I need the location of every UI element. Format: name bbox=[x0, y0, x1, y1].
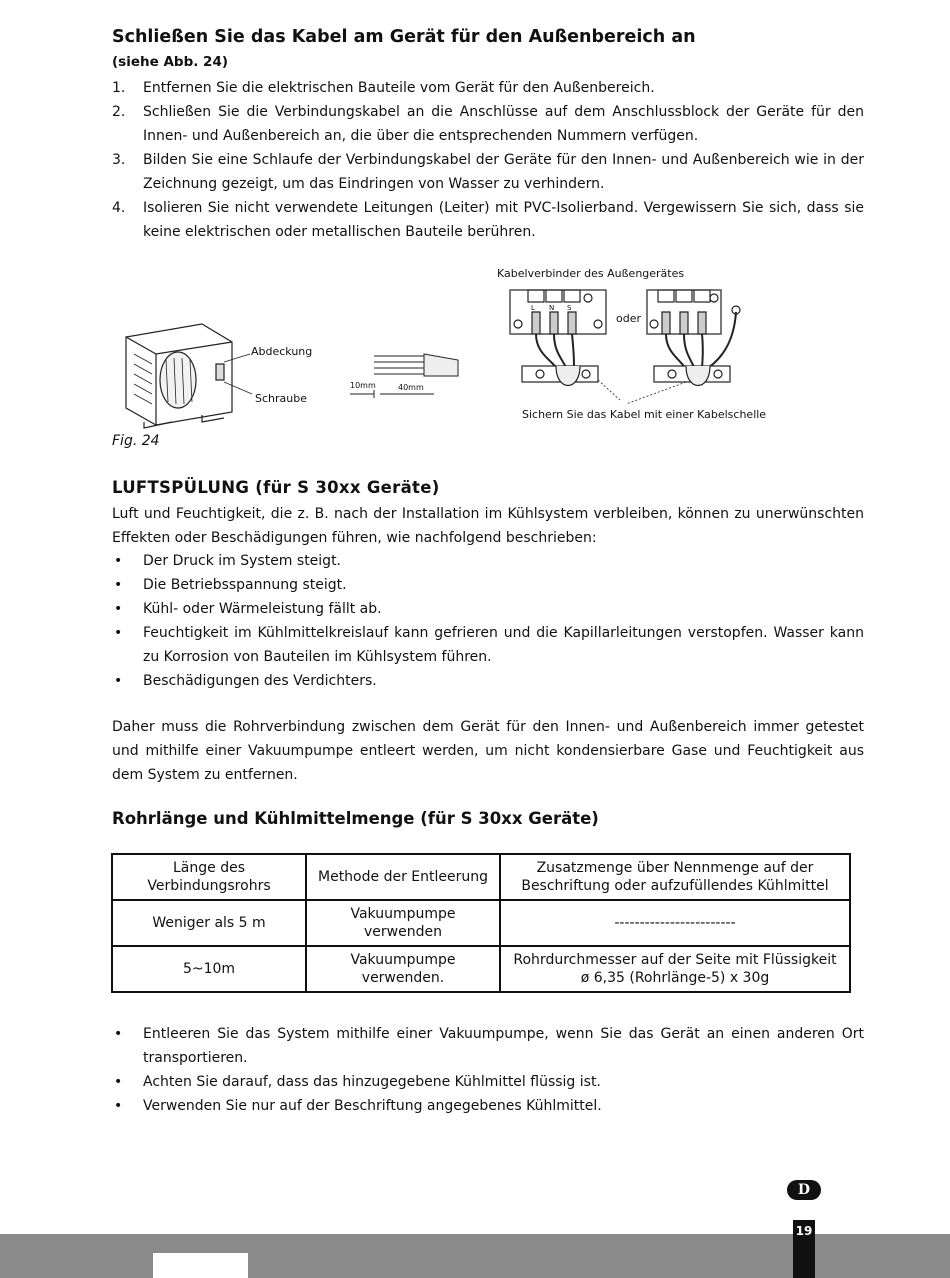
table-row bbox=[112, 946, 850, 992]
step-item bbox=[112, 148, 864, 196]
step-number: 2. bbox=[112, 104, 126, 120]
list-item-text: Der Druck im System steigt. bbox=[143, 553, 342, 569]
list-item bbox=[112, 1022, 864, 1070]
notes-list bbox=[112, 1022, 864, 1118]
step-text: Bilden Sie eine Schlaufe der Verbindungskabel der Geräte für den Innen- und Außenbereich wie in der Zeichnung gezeigt, um das Eindringen von Wasser zu verhindern. bbox=[143, 152, 864, 192]
step-text: Isolieren Sie nicht verwendete Leitungen (Leiter) mit PVC-Isolierband. Vergewissern Sie sich, dass sie keine elektrischen oder metallischen Bauteile berühren. bbox=[143, 200, 864, 240]
step-item bbox=[112, 76, 864, 100]
cover-label: Abdeckung bbox=[251, 345, 313, 358]
list-item bbox=[112, 1070, 864, 1094]
table-cell: Weniger als 5 m bbox=[112, 900, 306, 946]
step-number: 3. bbox=[112, 152, 126, 168]
list-item bbox=[112, 573, 864, 597]
list-item-text: Die Betriebsspannung steigt. bbox=[143, 577, 347, 593]
terminal-letter: S bbox=[567, 304, 572, 312]
step-item bbox=[112, 100, 864, 148]
figure-caption: Fig. 24 bbox=[112, 433, 160, 449]
list-item-text: Verwenden Sie nur auf der Beschriftung angegebenes Kühlmittel. bbox=[143, 1098, 602, 1114]
table-cell: Vakuumpumpe verwenden bbox=[306, 900, 500, 946]
table-cell: ------------------------ bbox=[500, 900, 850, 946]
table-header-cell: Zusatzmenge über Nennmenge auf der Beschriftung oder aufzufüllendes Kühlmittel bbox=[500, 854, 850, 900]
terminal-letter: N bbox=[549, 304, 555, 312]
table-cell: Vakuumpumpe verwenden. bbox=[306, 946, 500, 992]
table-row bbox=[112, 900, 850, 946]
terminal-block-left bbox=[510, 290, 606, 386]
terminal-block-right bbox=[647, 290, 740, 386]
table-header-cell: Länge des Verbindungsrohrs bbox=[112, 854, 306, 900]
bullet-glyph: • bbox=[114, 577, 123, 593]
bullet-glyph: • bbox=[114, 1026, 123, 1042]
section-title-pipe-length: Rohrlänge und Kühlmittelmenge (für S 30xx Geräte) bbox=[112, 809, 599, 828]
clamp-label: Sichern Sie das Kabel mit einer Kabelschelle bbox=[522, 408, 767, 421]
list-item bbox=[112, 1094, 864, 1118]
step-number: 4. bbox=[112, 200, 126, 216]
bullet-glyph: • bbox=[114, 625, 123, 641]
section-title-air-purge: LUFTSPÜLUNG (für S 30xx Geräte) bbox=[112, 478, 440, 497]
effects-list bbox=[112, 549, 864, 693]
list-item-text: Achten Sie darauf, dass das hinzugegebene Kühlmittel flüssig ist. bbox=[143, 1074, 601, 1090]
page-number: 19 bbox=[793, 1220, 815, 1278]
strip-10mm-label: 10mm bbox=[350, 381, 376, 390]
list-item bbox=[112, 549, 864, 573]
wiring-figure bbox=[112, 262, 872, 452]
outdoor-unit-illustration bbox=[126, 324, 232, 428]
footer-white-block bbox=[153, 1253, 248, 1278]
instruction-steps bbox=[112, 76, 864, 244]
list-item bbox=[112, 621, 864, 669]
list-item-text: Kühl- oder Wärmeleistung fällt ab. bbox=[143, 601, 382, 617]
air-purge-intro: Luft und Feuchtigkeit, die z. B. nach der Installation im Kühlsystem verbleiben, können zu unerwünschten Effekten oder Beschädigungen führen, wie nachfolgend beschrieben: bbox=[112, 506, 864, 546]
bullet-glyph: • bbox=[114, 553, 123, 569]
refrigerant-table bbox=[111, 853, 851, 993]
list-item bbox=[112, 669, 864, 693]
or-label: oder bbox=[616, 312, 642, 325]
bullet-glyph: • bbox=[114, 673, 123, 689]
screw-label: Schraube bbox=[255, 392, 307, 405]
table-cell: 5~10m bbox=[112, 946, 306, 992]
step-item bbox=[112, 196, 864, 244]
table-cell: Rohrdurchmesser auf der Seite mit Flüssigkeit ø 6,35 (Rohrlänge-5) x 30g bbox=[500, 946, 850, 992]
table-header-cell: Methode der Entleerung bbox=[306, 854, 500, 900]
bullet-glyph: • bbox=[114, 1074, 123, 1090]
list-item bbox=[112, 597, 864, 621]
step-text: Entfernen Sie die elektrischen Bauteile vom Gerät für den Außenbereich. bbox=[143, 80, 655, 96]
table-header-row bbox=[112, 854, 850, 900]
air-purge-conclusion: Daher muss die Rohrverbindung zwischen dem Gerät für den Innen- und Außenbereich immer getestet und mithilfe einer Vakuumpumpe entleert werden, um nicht kondensierbare Gase und Feuchtigkeit aus dem System zu entfernen. bbox=[112, 719, 864, 783]
connector-label: Kabelverbinder des Außengerätes bbox=[497, 267, 685, 280]
terminal-letter: L bbox=[531, 304, 535, 312]
language-badge: D bbox=[787, 1180, 821, 1200]
list-item-text: Entleeren Sie das System mithilfe einer Vakuumpumpe, wenn Sie das Gerät an einen anderen Ort transportieren. bbox=[143, 1026, 864, 1066]
step-number: 1. bbox=[112, 80, 126, 96]
list-item-text: Beschädigungen des Verdichters. bbox=[143, 673, 377, 689]
list-item-text: Feuchtigkeit im Kühlmittelkreislauf kann gefrieren und die Kapillarleitungen verstopfen. Wasser kann zu Korrosion von Bauteilen im Kühlsystem führen. bbox=[143, 625, 864, 665]
strip-40mm-label: 40mm bbox=[398, 383, 424, 392]
bullet-glyph: • bbox=[114, 601, 123, 617]
bullet-glyph: • bbox=[114, 1098, 123, 1114]
figure-reference: (siehe Abb. 24) bbox=[112, 54, 229, 70]
step-text: Schließen Sie die Verbindungskabel an die Anschlüsse auf dem Anschlussblock der Geräte für den Innen- und Außenbereich an, die über die entsprechenden Nummern verfügen. bbox=[143, 104, 864, 144]
section-title-cable: Schließen Sie das Kabel am Gerät für den Außenbereich an bbox=[112, 27, 696, 47]
